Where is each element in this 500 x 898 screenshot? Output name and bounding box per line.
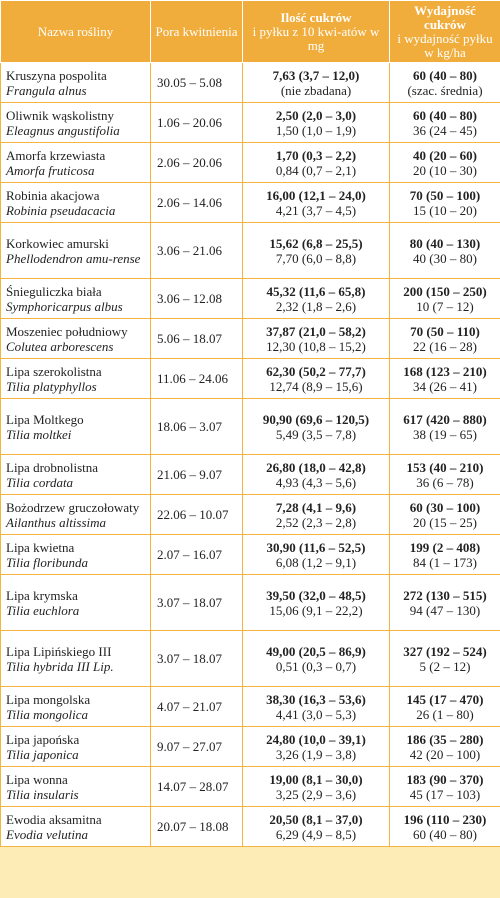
pollen-amount: 4,41 (3,0 – 5,3) bbox=[275, 706, 357, 722]
plant-latin-name: Colutea arborescens bbox=[6, 338, 114, 354]
plant-name: Ewodia aksamitna bbox=[6, 811, 102, 827]
sugar-amount: 62,30 (50,2 – 77,7) bbox=[266, 363, 366, 379]
pollen-yield: 84 (1 – 173) bbox=[413, 554, 477, 570]
sugar-pollen-cell bbox=[243, 455, 390, 495]
pollen-amount: 4,21 (3,7 – 4,5) bbox=[275, 202, 357, 218]
table-row bbox=[1, 631, 500, 687]
pollen-yield: 15 (10 – 20) bbox=[413, 202, 477, 218]
sugar-amount: 37,87 (21,0 – 58,2) bbox=[266, 323, 366, 339]
plant-latin-name: Tilia floribunda bbox=[6, 554, 88, 570]
plant-latin-name: Frangula alnus bbox=[6, 82, 87, 98]
yield-cell bbox=[390, 143, 500, 183]
sugar-amount: 45,32 (11,6 – 65,8) bbox=[266, 283, 366, 299]
pollen-yield: 36 (24 – 45) bbox=[413, 122, 477, 138]
plant-name-cell bbox=[1, 143, 151, 183]
pollen-amount: 1,50 (1,0 – 1,9) bbox=[275, 122, 357, 138]
sugar-amount: 49,00 (20,5 – 86,9) bbox=[266, 643, 366, 659]
pollen-amount: 2,32 (1,8 – 2,6) bbox=[275, 298, 357, 314]
flowering-period: 21.06 – 9.07 bbox=[151, 455, 243, 495]
pollen-yield: 40 (30 – 80) bbox=[413, 250, 477, 266]
plant-name: Amorfa krzewiasta bbox=[6, 147, 106, 163]
pollen-yield: 45 (17 – 103) bbox=[409, 786, 481, 802]
plant-name-cell bbox=[1, 279, 151, 319]
pollen-amount: 12,74 (8,9 – 15,6) bbox=[269, 378, 363, 394]
pollen-amount: 12,30 (10,8 – 15,2) bbox=[266, 338, 366, 354]
plant-name-cell bbox=[1, 63, 151, 103]
table-body bbox=[1, 63, 500, 847]
sugar-yield: 327 (192 – 524) bbox=[403, 643, 487, 659]
table-row bbox=[1, 495, 500, 535]
pollen-yield: 26 (1 – 80) bbox=[416, 706, 474, 722]
sugar-amount: 15,62 (6,8 – 25,5) bbox=[269, 235, 363, 251]
pollen-amount: 5,49 (3,5 – 7,8) bbox=[275, 426, 357, 442]
pollen-yield: 38 (19 – 65) bbox=[413, 426, 477, 442]
pollen-amount: 3,25 (2,9 – 3,6) bbox=[275, 786, 357, 802]
yield-cell bbox=[390, 455, 500, 495]
sugar-yield: 183 (90 – 370) bbox=[406, 771, 484, 787]
yield-cell bbox=[390, 495, 500, 535]
sugar-yield: 80 (40 – 130) bbox=[409, 235, 481, 251]
table-row bbox=[1, 767, 500, 807]
table-row bbox=[1, 319, 500, 359]
yield-cell bbox=[390, 279, 500, 319]
plant-name-cell bbox=[1, 535, 151, 575]
plant-name-cell bbox=[1, 687, 151, 727]
plant-latin-name: Phellodendron amu-rense bbox=[6, 250, 141, 266]
table-row bbox=[1, 359, 500, 399]
sugar-amount: 26,80 (18,0 – 42,8) bbox=[266, 459, 366, 475]
sugar-amount: 90,90 (69,6 – 120,5) bbox=[262, 411, 370, 427]
sugar-yield: 196 (110 – 230) bbox=[403, 811, 487, 827]
flowering-period: 3.06 – 21.06 bbox=[151, 223, 243, 279]
header-yield bbox=[390, 1, 500, 63]
plant-latin-name: Tilia euchlora bbox=[6, 602, 80, 618]
pollen-amount: 6,29 (4,9 – 8,5) bbox=[275, 826, 357, 842]
sugar-amount: 16,00 (12,1 – 24,0) bbox=[266, 187, 366, 203]
plant-name-cell bbox=[1, 807, 151, 847]
table-row bbox=[1, 455, 500, 495]
yield-cell bbox=[390, 103, 500, 143]
table-row bbox=[1, 687, 500, 727]
table-row bbox=[1, 183, 500, 223]
sugar-pollen-cell bbox=[243, 687, 390, 727]
plant-name-cell bbox=[1, 767, 151, 807]
sugar-yield: 153 (40 – 210) bbox=[406, 459, 484, 475]
header-name: Nazwa rośliny bbox=[1, 1, 151, 63]
header-period: Pora kwitnienia bbox=[151, 1, 243, 63]
flowering-period: 2.07 – 16.07 bbox=[151, 535, 243, 575]
sugar-amount: 1,70 (0,3 – 2,2) bbox=[275, 147, 357, 163]
pollen-amount: 7,70 (6,0 – 8,8) bbox=[275, 250, 357, 266]
pollen-amount: (nie zbadana) bbox=[280, 82, 352, 98]
pollen-yield: 20 (15 – 25) bbox=[413, 514, 477, 530]
pollen-yield: 10 (7 – 12) bbox=[416, 298, 474, 314]
pollen-yield: 22 (16 – 28) bbox=[413, 338, 477, 354]
pollen-amount: 2,52 (2,3 – 2,8) bbox=[275, 514, 357, 530]
sugar-amount: 24,80 (10,0 – 39,1) bbox=[266, 731, 366, 747]
pollen-amount: 0,51 (0,3 – 0,7) bbox=[275, 658, 357, 674]
sugar-yield: 60 (40 – 80) bbox=[413, 67, 477, 83]
flowering-period: 2.06 – 14.06 bbox=[151, 183, 243, 223]
sugar-pollen-cell bbox=[243, 631, 390, 687]
plant-name-cell bbox=[1, 631, 151, 687]
flowering-period: 3.06 – 12.08 bbox=[151, 279, 243, 319]
pollen-yield: (szac. średnia) bbox=[407, 82, 483, 98]
plant-name-cell bbox=[1, 455, 151, 495]
pollen-amount: 4,93 (4,3 – 5,6) bbox=[275, 474, 357, 490]
sugar-yield: 60 (30 – 100) bbox=[409, 499, 481, 515]
sugar-amount: 30,90 (11,6 – 52,5) bbox=[266, 539, 366, 555]
plant-latin-name: Eleagnus angustifolia bbox=[6, 122, 120, 138]
table-row bbox=[1, 143, 500, 183]
sugar-amount: 38,30 (16,3 – 53,6) bbox=[266, 691, 366, 707]
plant-name: Lipa mongolska bbox=[6, 691, 91, 707]
flowering-period: 5.06 – 18.07 bbox=[151, 319, 243, 359]
plant-latin-name: Tilia hybrida III Lip. bbox=[6, 658, 114, 674]
sugar-yield: 617 (420 – 880) bbox=[403, 411, 487, 427]
table-header bbox=[1, 1, 500, 63]
pollen-amount: 15,06 (9,1 – 22,2) bbox=[269, 602, 363, 618]
plant-latin-name: Tilia cordata bbox=[6, 474, 74, 490]
plant-latin-name: Symphoricarpus albus bbox=[6, 298, 123, 314]
flowering-period: 4.07 – 21.07 bbox=[151, 687, 243, 727]
pollen-yield: 94 (47 – 130) bbox=[409, 602, 481, 618]
plant-latin-name: Amorfa fruticosa bbox=[6, 162, 95, 178]
sugar-yield: 40 (20 – 60) bbox=[413, 147, 477, 163]
plant-name: Lipa kwietna bbox=[6, 539, 75, 555]
sugar-amount: 7,28 (4,1 – 9,6) bbox=[275, 499, 357, 515]
plant-latin-name: Tilia platyphyllos bbox=[6, 378, 97, 394]
plant-name: Kruszyna pospolita bbox=[6, 67, 107, 83]
plant-name: Lipa drobnolistna bbox=[6, 459, 99, 475]
flowering-period: 3.07 – 18.07 bbox=[151, 631, 243, 687]
yield-cell bbox=[390, 183, 500, 223]
plant-name: Moszeniec południowy bbox=[6, 323, 128, 339]
sugar-yield: 168 (123 – 210) bbox=[403, 363, 487, 379]
sugar-yield: 145 (17 – 470) bbox=[406, 691, 484, 707]
yield-cell bbox=[390, 727, 500, 767]
plant-latin-name: Tilia japonica bbox=[6, 746, 79, 762]
sugar-amount: 39,50 (32,0 – 48,5) bbox=[266, 587, 366, 603]
sugar-pollen-cell bbox=[243, 535, 390, 575]
flowering-period: 9.07 – 27.07 bbox=[151, 727, 243, 767]
yield-cell bbox=[390, 359, 500, 399]
header-sugar-rest: i pyłku z 10 kwi-atów w mg bbox=[252, 23, 380, 53]
plant-name-cell bbox=[1, 359, 151, 399]
plant-latin-name: Tilia mongolica bbox=[6, 706, 88, 722]
table-row bbox=[1, 223, 500, 279]
table-row bbox=[1, 103, 500, 143]
sugar-pollen-cell bbox=[243, 183, 390, 223]
plant-name: Lipa Lipińskiego III bbox=[6, 643, 112, 659]
pollen-amount: 0,84 (0,7 – 2,1) bbox=[275, 162, 357, 178]
flowering-period: 22.06 – 10.07 bbox=[151, 495, 243, 535]
flowering-period: 30.05 – 5.08 bbox=[151, 63, 243, 103]
sugar-pollen-cell bbox=[243, 63, 390, 103]
yield-cell bbox=[390, 631, 500, 687]
sugar-yield: 272 (130 – 515) bbox=[403, 587, 487, 603]
yield-cell bbox=[390, 319, 500, 359]
sugar-yield: 60 (40 – 80) bbox=[413, 107, 477, 123]
plant-name: Lipa japońska bbox=[6, 731, 80, 747]
yield-cell bbox=[390, 63, 500, 103]
table-row bbox=[1, 807, 500, 847]
table-row bbox=[1, 279, 500, 319]
plant-name: Bożodrzew gruczołowaty bbox=[6, 499, 140, 515]
plant-name: Robinia akacjowa bbox=[6, 187, 100, 203]
table-row bbox=[1, 63, 500, 103]
sugar-amount: 7,63 (3,7 – 12,0) bbox=[272, 67, 360, 83]
plant-name: Lipa wonna bbox=[6, 771, 68, 787]
sugar-pollen-cell bbox=[243, 575, 390, 631]
sugar-pollen-cell bbox=[243, 143, 390, 183]
yield-cell bbox=[390, 223, 500, 279]
yield-cell bbox=[390, 575, 500, 631]
plant-name: Śnieguliczka biała bbox=[6, 283, 102, 299]
pollen-yield: 20 (10 – 30) bbox=[413, 162, 477, 178]
pollen-yield: 34 (26 – 41) bbox=[413, 378, 477, 394]
plant-latin-name: Evodia velutina bbox=[6, 826, 88, 842]
flowering-period: 20.07 – 18.08 bbox=[151, 807, 243, 847]
sugar-pollen-cell bbox=[243, 319, 390, 359]
pollen-yield: 42 (20 – 100) bbox=[409, 746, 481, 762]
sugar-pollen-cell bbox=[243, 807, 390, 847]
sugar-yield: 186 (35 – 280) bbox=[406, 731, 484, 747]
flowering-period: 1.06 – 20.06 bbox=[151, 103, 243, 143]
plant-name-cell bbox=[1, 319, 151, 359]
sugar-amount: 20,50 (8,1 – 37,0) bbox=[269, 811, 363, 827]
sugar-pollen-cell bbox=[243, 223, 390, 279]
plant-name-cell bbox=[1, 495, 151, 535]
header-sugar-bold: Ilość cukrów bbox=[280, 9, 352, 25]
sugar-amount: 2,50 (2,0 – 3,0) bbox=[275, 107, 357, 123]
plant-name-cell bbox=[1, 727, 151, 767]
pollen-yield: 60 (40 – 80) bbox=[413, 826, 477, 842]
sugar-pollen-cell bbox=[243, 399, 390, 455]
plant-name: Oliwnik wąskolistny bbox=[6, 107, 114, 123]
flowering-period: 2.06 – 20.06 bbox=[151, 143, 243, 183]
sugar-pollen-cell bbox=[243, 727, 390, 767]
plant-latin-name: Robinia pseudacacia bbox=[6, 202, 116, 218]
table-row bbox=[1, 727, 500, 767]
flowering-period: 18.06 – 3.07 bbox=[151, 399, 243, 455]
table-row bbox=[1, 399, 500, 455]
plant-latin-name: Ailanthus altissima bbox=[6, 514, 107, 530]
plant-name: Lipa Moltkego bbox=[6, 411, 84, 427]
pollen-amount: 6,08 (1,2 – 9,1) bbox=[275, 554, 357, 570]
plant-name-cell bbox=[1, 183, 151, 223]
header-sugar bbox=[243, 1, 390, 63]
yield-cell bbox=[390, 687, 500, 727]
plant-name: Lipa krymska bbox=[6, 587, 78, 603]
sugar-yield: 200 (150 – 250) bbox=[403, 283, 487, 299]
plant-latin-name: Tilia insularis bbox=[6, 786, 79, 802]
sugar-pollen-cell bbox=[243, 359, 390, 399]
sugar-yield: 70 (50 – 100) bbox=[409, 187, 481, 203]
plant-name: Lipa szerokolistna bbox=[6, 363, 102, 379]
plant-name-cell bbox=[1, 223, 151, 279]
yield-cell bbox=[390, 807, 500, 847]
pollen-yield: 36 (6 – 78) bbox=[416, 474, 474, 490]
plant-latin-name: Tilia moltkei bbox=[6, 426, 72, 442]
table-row bbox=[1, 535, 500, 575]
yield-cell bbox=[390, 535, 500, 575]
sugar-pollen-cell bbox=[243, 495, 390, 535]
sugar-yield: 70 (50 – 110) bbox=[410, 323, 480, 339]
flowering-period: 3.07 – 18.07 bbox=[151, 575, 243, 631]
sugar-yield: 199 (2 – 408) bbox=[409, 539, 481, 555]
plant-name-cell bbox=[1, 103, 151, 143]
sugar-pollen-cell bbox=[243, 279, 390, 319]
flowering-period: 11.06 – 24.06 bbox=[151, 359, 243, 399]
plant-name-cell bbox=[1, 575, 151, 631]
table-row bbox=[1, 575, 500, 631]
header-yield-bold: Wydajność cukrów bbox=[414, 2, 476, 32]
plant-name: Korkowiec amurski bbox=[6, 235, 109, 251]
pollen-amount: 3,26 (1,9 – 3,8) bbox=[275, 746, 357, 762]
sugar-amount: 19,00 (8,1 – 30,0) bbox=[269, 771, 363, 787]
header-yield-rest: i wydajność pyłku w kg/ha bbox=[397, 30, 493, 60]
flowering-period: 14.07 – 28.07 bbox=[151, 767, 243, 807]
sugar-pollen-cell bbox=[243, 767, 390, 807]
yield-cell bbox=[390, 399, 500, 455]
plant-name-cell bbox=[1, 399, 151, 455]
yield-cell bbox=[390, 767, 500, 807]
sugar-pollen-cell bbox=[243, 103, 390, 143]
pollen-yield: 5 (2 – 12) bbox=[419, 658, 471, 674]
